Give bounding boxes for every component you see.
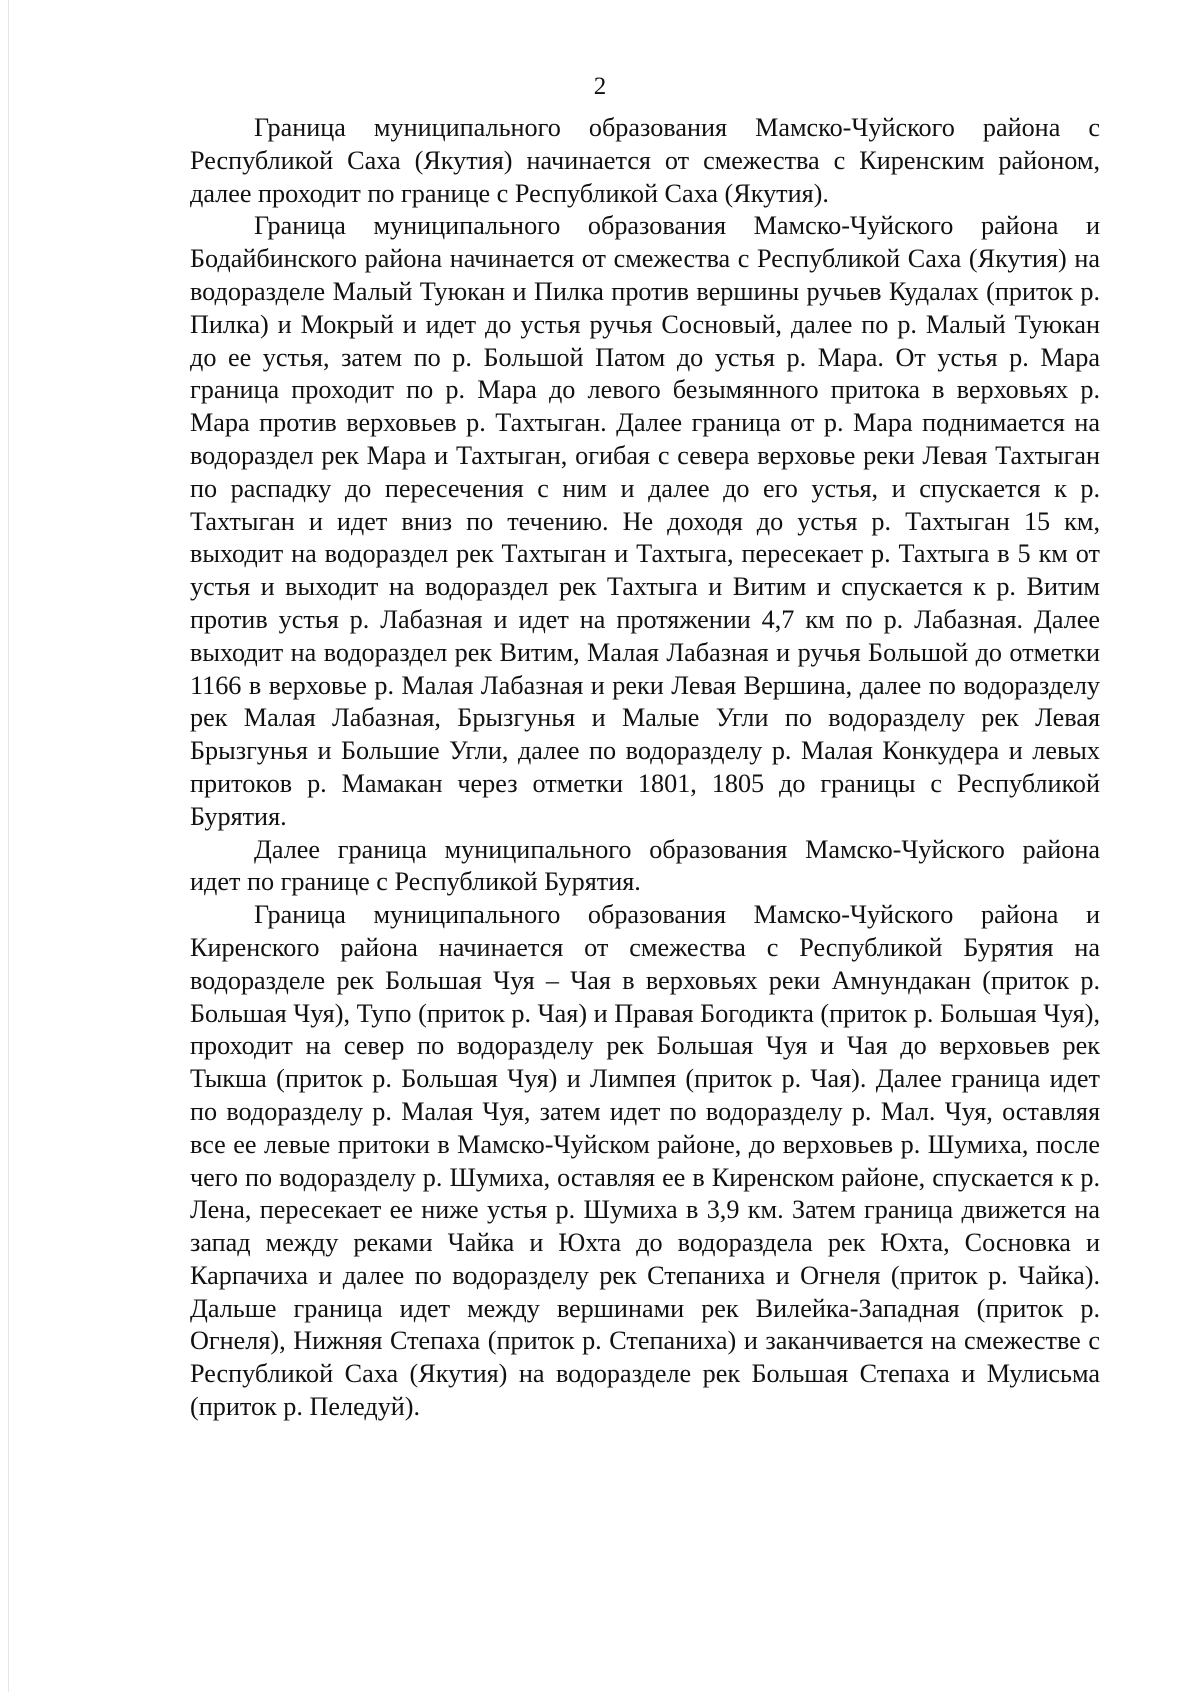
paragraph-yakutia-border: Граница муниципального образования Мамско-Чуйского района с Республикой Саха (Якутия) начинается от смежества с Киренским районом, далее проходит по границе с Республикой Саха (Якутия).: [190, 113, 1100, 208]
paragraph-kirensk-border: Граница муниципального образования Мамско-Чуйского района и Киренского района начинается от смежества с Республикой Бурятия на водоразделе рек Большая Чуя – Чая в верховьях реки Амнундакан (приток р. Большая Чуя), Тупо (приток р. Чая) и Правая Богодикта (приток р. Большая Чуя), проходит на север по водоразделу рек Большая Чуя и Чая до верховьев рек Тыкша (приток р. Большая Чуя) и Лимпея (приток р. Чая). Далее граница идет по водоразделу р. Малая Чуя, затем идет по водоразделу р. Мал. Чуя, оставляя все ее левые притоки в Мамско-Чуйском районе, до верховьев р. Шумиха, после чего по водоразделу р. Шумиха, оставляя ее в Киренском районе, спускается к р. Лена, пересекает ее ниже устья р. Шумиха в 3,9 км. Затем граница движется на запад между реками Чайка и Юхта до водораздела рек Юхта, Сосновка и Карпачиха и далее по водоразделу рек Степаниха и Огнеля (приток р. Чайка). Дальше граница идет между вершинами рек Вилейка-Западная (приток р. Огнеля), Нижняя Степаха (приток р. Степаниха) и заканчивается на смежестве с Республикой Саха (Якутия) на водоразделе рек Большая Степаха и Мулисьма (приток р. Пеледуй).: [190, 900, 1100, 1422]
paragraph-buryatia-border: Далее граница муниципального образования Мамско-Чуйского района идет по границе с Республикой Бурятия.: [190, 834, 1100, 897]
page-number: 2: [593, 73, 607, 100]
document-body: [190, 112, 1100, 1424]
paragraph-bodaibo-border: Граница муниципального образования Мамско-Чуйского района и Бодайбинского района начинается от смежества с Республикой Саха (Якутия) на водоразделе Малый Туюкан и Пилка против вершины ручьев Кудалах (приток р. Пилка) и Мокрый и идет до устья ручья Сосновый, далее по р. Малый Туюкан до ее устья, затем по р. Большой Патом до устья р. Мара. От устья р. Мара граница проходит по р. Мара до левого безымянного притока в верховьях р. Мара против верховьев р. Тахтыган. Далее граница от р. Мара поднимается на водораздел рек Мара и Тахтыган, огибая с севера верховье реки Левая Тахтыган по распадку до пересечения с ним и далее до его устья, и спускается к р. Тахтыган и идет вниз по течению. Не доходя до устья р. Тахтыган 15 км, выходит на водораздел рек Тахтыган и Тахтыга, пересекает р. Тахтыга в 5 км от устья и выходит на водораздел рек Тахтыга и Витим и спускается к р. Витим против устья р. Лабазная и идет на протяжении 4,7 км по р. Лабазная. Далее выходит на водораздел рек Витим, Малая Лабазная и ручья Большой до отметки 1166 в верховье р. Малая Лабазная и реки Левая Вершина, далее по водоразделу рек Малая Лабазная, Брызгунья и Малые Угли по водоразделу рек Левая Брызгунья и Большие Угли, далее по водоразделу р. Малая Конкудера и левых притоков р. Мамакан через отметки 1801, 1805 до границы с Республикой Бурятия.: [190, 211, 1100, 831]
scan-edge-line: [8, 0, 9, 1692]
